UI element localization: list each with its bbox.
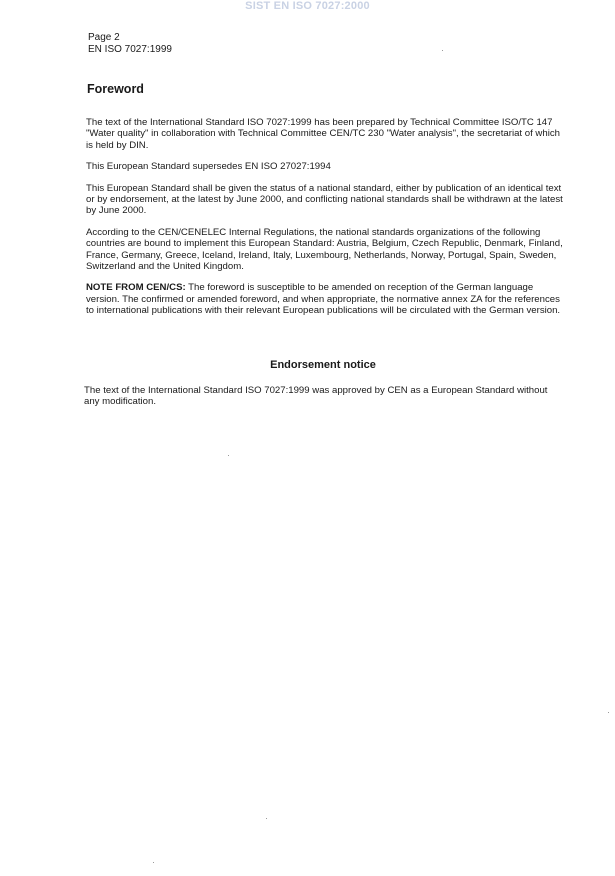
paragraph-status: This European Standard shall be given the status of a national standard, either by publication of an identical text or by endorsement, at the latest by June 2000, and conflicting national standards shall be withdrawn at the latest by June 2000. bbox=[86, 182, 563, 217]
paragraph-note bbox=[86, 282, 566, 316]
scan-speck bbox=[228, 455, 229, 456]
endorsement-heading: Endorsement notice bbox=[270, 359, 376, 371]
watermark-text: SIST EN ISO 7027:2000 bbox=[245, 0, 370, 12]
scan-speck bbox=[442, 50, 443, 51]
page-number: Page 2 bbox=[88, 32, 120, 43]
endorsement-text: The text of the International Standard ISO 7027:1999 was approved by CEN as a European Standard without any modification. bbox=[84, 385, 548, 408]
paragraph-prepared-by: The text of the International Standard ISO 7027:1999 has been prepared by Technical Committee ISO/TC 147 "Water quality" in collaboration with Technical Committee CEN/TC 230 "Water analysis", the secretariat of which is held by DIN. bbox=[86, 117, 560, 151]
scan-speck bbox=[608, 712, 609, 713]
scan-speck bbox=[266, 818, 267, 819]
note-label: NOTE FROM CEN/CS: bbox=[86, 282, 186, 294]
scan-speck bbox=[153, 862, 154, 863]
paragraph-countries: According to the CEN/CENELEC Internal Regulations, the national standards organizations of the following countries are bound to implement this European Standard: Austria, Belgium, Czech Republic, Denmark, Finland, France, Germany, Greece, Iceland, Ireland, Italy, Luxembourg, Netherlands, Norway, Portugal, Spain, Sweden, Switzerland and the United Kingdom. bbox=[86, 226, 563, 273]
foreword-heading: Foreword bbox=[87, 82, 144, 96]
document-code: EN ISO 7027:1999 bbox=[88, 44, 172, 55]
paragraph-supersedes: This European Standard supersedes EN ISO 27027:1994 bbox=[86, 161, 331, 173]
note-text: The foreword is susceptible to be amended on reception of the German language version. The confirmed or amended foreword, and when appropriate, the normative annex ZA for the references to international publications with their relevant European publications will be circulated with the German version. bbox=[86, 282, 561, 317]
foreword-body bbox=[86, 117, 566, 327]
page-header bbox=[88, 32, 172, 56]
